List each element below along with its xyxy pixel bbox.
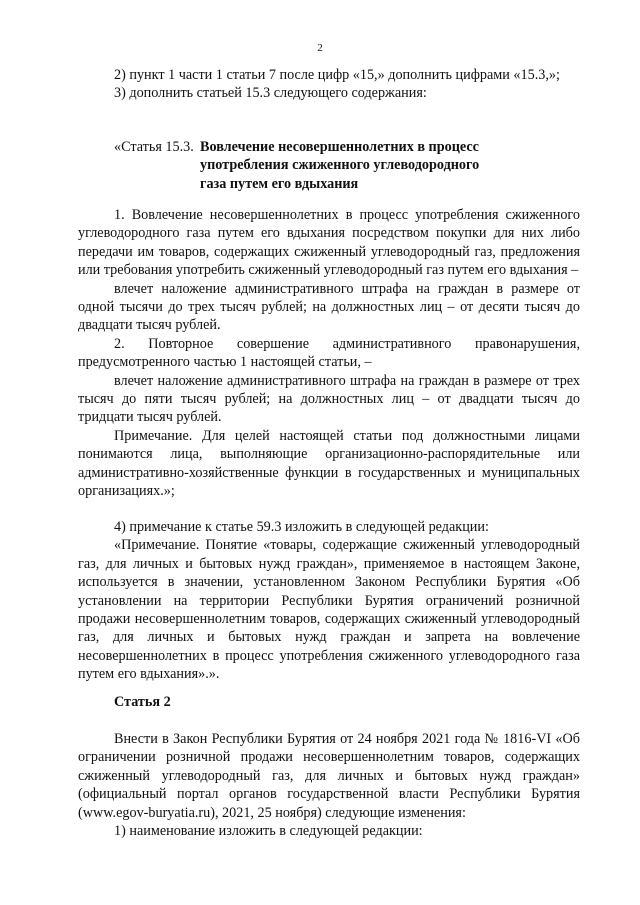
article-paragraph: 1. Вовлечение несовершеннолетних в процесс употребления сжиженного углеводородного газа путем его вдыхания посредством покупки для них либо передачи им товаров, содержащих сжиженный углеводородный газ, предложения или требования употребить сжиженный углеводородный газ путем его вдыхания – [78,207,580,279]
article-15-3-title [200,138,584,193]
article-paragraph: влечет наложение административного штрафа на граждан в размере от одной тысячи до трех тысяч рублей; на должностных лиц – от десяти тысяч до двадцати тысяч рублей. [78,280,580,334]
intro-item-3: 3) дополнить статьей 15.3 следующего содержания: [114,85,427,102]
item-4-note: «Примечание. Понятие «товары, содержащие сжиженный углеводородный газ, для личных и бытовых нужд граждан», применяемое в настоящем Законе, используется в значении, установленном Законом Республики Бурятия «Об установлении на территории Республики Бурятия ограничений розничной продажи несовершеннолетним товаров, содержащих сжиженный углеводородный газ, для личных и бытовых нужд граждан и запрета на вовлечение несовершеннолетних в процесс употребления сжиженного углеводородного газа путем его вдыхания».». [78,537,580,683]
page-number: 2 [317,42,323,54]
article-title-line: газа путем его вдыхания [200,175,359,192]
intro-block [78,66,580,103]
article-2-body [78,730,580,840]
intro-item-2: 2) пункт 1 части 1 статьи 7 после цифр «15,» дополнить цифрами «15.3,»; [114,67,560,83]
item-4-block [78,518,580,684]
article-2-paragraph: Внести в Закон Республики Бурятия от 24 ноября 2021 года № 1816-VI «Об ограничении розничной продажи несовершеннолетним товаров, содержащих сжиженный углеводородный газ, для личных и бытовых нужд граждан» (официальный портал органов государственной власти Республики Бурятия (www.egov-buryatia.ru), 2021, 25 ноября) следующие изменения: [78,731,580,821]
article-title-line: употребления сжиженного углеводородного [200,157,480,174]
article-2-item: 1) наименование изложить в следующей редакции: [114,823,423,840]
article-15-3-lead: «Статья 15.3. [114,139,194,155]
item-4-paragraph: 4) примечание к статье 59.3 изложить в следующей редакции: [114,519,489,535]
article-title-line: Вовлечение несовершеннолетних в процесс [200,139,479,155]
article-2-heading: Статья 2 [114,694,171,710]
article-paragraph: влечет наложение административного штрафа на граждан в размере от трех тысяч до пяти тысяч рублей; на должностных лиц – от двадцати тысяч до тридцати тысяч рублей. [78,372,580,426]
article-paragraph: 2. Повторное совершение административного правонарушения, предусмотренного частью 1 настоящей статьи, – [78,335,580,371]
article-15-3-body [78,206,580,501]
article-note: Примечание. Для целей настоящей статьи под должностными лицами понимаются лица, выполняющие организационно-распорядительные или административно-хозяйственные функции в государственных и муниципальных организациях.»; [78,427,580,500]
